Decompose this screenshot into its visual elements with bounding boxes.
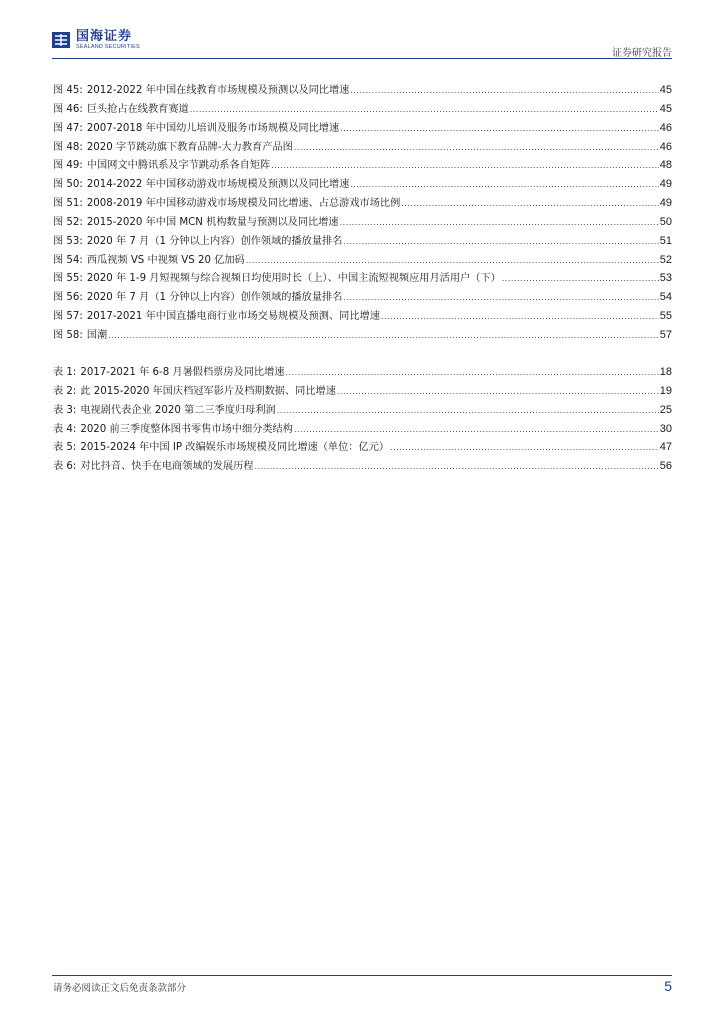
footer-divider	[52, 975, 672, 976]
dot-leader	[190, 101, 659, 120]
entry-label: 图 55:	[53, 273, 83, 285]
entry-page-number: 54	[659, 291, 672, 304]
entry-label: 表 4:	[53, 423, 77, 435]
entry-page-number: 55	[659, 310, 672, 323]
entry-page-number: 25	[659, 403, 672, 416]
entry-title: 2020 年 7 月（1 分钟以上内容）创作领域的播放量排名	[86, 292, 343, 304]
entry-page-number: 46	[659, 121, 672, 134]
figure-index-entry[interactable]	[53, 326, 672, 345]
entry-title: 中国网文中腾讯系及字节跳动系各自矩阵	[86, 160, 271, 172]
dot-leader	[343, 289, 658, 308]
report-type-label: 证券研究报告	[612, 48, 672, 59]
entry-page-number: 45	[659, 102, 672, 115]
figure-index-entry[interactable]	[53, 81, 672, 100]
entry-label: 图 57:	[53, 311, 83, 323]
figure-index-entry[interactable]	[53, 175, 672, 194]
entry-title: 2017-2021 年中国直播电商行业市场交易规模及预测、同比增速	[86, 311, 380, 323]
dot-leader	[108, 327, 659, 346]
figure-index-entry[interactable]	[53, 213, 672, 232]
dot-leader	[381, 308, 659, 327]
table-index-entry[interactable]	[53, 382, 672, 401]
entry-page-number: 47	[659, 441, 672, 454]
entry-label: 图 50:	[53, 179, 83, 191]
figure-index-entry[interactable]	[53, 251, 672, 270]
company-logo	[52, 30, 140, 51]
entry-title: 此 2015-2020 年国庆档冠军影片及档期数据、同比增速	[80, 385, 336, 397]
entry-title: 对比抖音、快手在电商领域的发展历程	[80, 461, 254, 473]
entry-title: 2008-2019 年中国移动游戏市场规模及同比增速、占总游戏市场比例	[86, 198, 401, 210]
table-index-entry[interactable]	[53, 438, 672, 457]
page-header	[52, 30, 672, 58]
dot-leader	[271, 157, 659, 176]
figure-index-list	[53, 81, 672, 345]
entry-label: 表 1:	[53, 367, 77, 378]
figure-index-entry[interactable]	[53, 288, 672, 307]
dot-leader	[246, 252, 659, 271]
figure-index-entry[interactable]	[53, 232, 672, 251]
entry-label: 表 5:	[53, 442, 77, 454]
entry-page-number: 53	[659, 272, 672, 285]
logo-chinese-name: 国海证券	[76, 29, 133, 44]
entry-title: 2020 前三季度整体图书零售市场中细分类结构	[80, 423, 293, 435]
entry-label: 图 56:	[53, 292, 83, 304]
figure-index-entry[interactable]	[53, 100, 672, 119]
header-divider	[52, 58, 672, 59]
dot-leader	[285, 364, 658, 383]
entry-label: 表 2:	[53, 385, 77, 397]
entry-label: 图 58:	[53, 329, 83, 341]
figure-index-entry[interactable]	[53, 307, 672, 326]
entry-title: 2015-2020 年中国 MCN 机构数量与预测以及同比增速	[86, 216, 339, 228]
figure-index-entry[interactable]	[53, 156, 672, 175]
entry-page-number: 45	[659, 84, 672, 96]
table-index-entry[interactable]	[53, 457, 672, 476]
table-index-entry[interactable]	[53, 401, 672, 420]
dot-leader	[350, 176, 658, 195]
entry-title: 2020 年 7 月（1 分钟以上内容）创作领域的播放量排名	[86, 235, 343, 247]
entry-label: 图 51:	[53, 198, 83, 210]
entry-label: 图 48:	[53, 141, 83, 153]
entry-title: 西瓜视频 VS 中视频 VS 20 亿加码	[86, 254, 245, 266]
dot-leader	[390, 439, 659, 458]
entry-page-number: 57	[659, 328, 672, 341]
table-index-list	[53, 363, 672, 476]
entry-page-number: 52	[659, 253, 672, 266]
entry-label: 图 52:	[53, 216, 83, 228]
logo-emblem-icon	[52, 30, 72, 50]
entry-label: 图 47:	[53, 122, 83, 134]
entry-page-number: 30	[659, 422, 672, 435]
dot-leader	[502, 270, 659, 289]
entry-page-number: 46	[659, 140, 672, 153]
figure-index-entry[interactable]	[53, 119, 672, 138]
dot-leader	[340, 214, 659, 233]
entry-title: 国潮	[86, 329, 108, 341]
entry-title: 2020 年 1-9 月短视频与综合视频日均使用时长（上）、中国主流短视频应用月活用户（下）	[86, 273, 501, 285]
entry-title: 巨头抢占在线教育赛道	[86, 103, 189, 115]
dot-leader	[337, 383, 659, 402]
entry-title: 2007-2018 年中国幼儿培训及服务市场规模及同比增速	[86, 122, 340, 134]
entry-page-number: 51	[659, 234, 672, 247]
table-index-entry[interactable]	[53, 363, 672, 382]
entry-label: 图 53:	[53, 235, 83, 247]
dot-leader	[294, 139, 659, 158]
entry-title: 2014-2022 年中国移动游戏市场规模及预测以及同比增速	[86, 179, 350, 191]
entry-title: 2020 字节跳动旗下教育品牌-大力教育产品图	[86, 141, 293, 153]
figure-index-entry[interactable]	[53, 138, 672, 157]
entry-page-number: 49	[659, 178, 672, 191]
entry-page-number: 18	[659, 366, 672, 378]
entry-title: 2012-2022 年中国在线教育市场规模及预测以及同比增速	[86, 85, 350, 96]
dot-leader	[343, 233, 658, 252]
figure-index-entry[interactable]	[53, 269, 672, 288]
entry-label: 图 54:	[53, 254, 83, 266]
dot-leader	[401, 195, 658, 214]
entry-page-number: 50	[659, 215, 672, 228]
footer-disclaimer: 请务必阅读正文后免责条款部分	[53, 983, 187, 994]
entry-title: 2015-2024 年中国 IP 改编娱乐市场规模及同比增速（单位：亿元）	[80, 442, 390, 454]
entry-label: 表 3:	[53, 404, 77, 416]
dot-leader	[277, 402, 659, 421]
entry-label: 图 46:	[53, 103, 83, 115]
entry-title: 电视剧代表企业 2020 第二三季度归母利润	[80, 404, 276, 416]
figure-index-entry[interactable]	[53, 194, 672, 213]
entry-page-number: 49	[659, 197, 672, 210]
dot-leader	[255, 458, 659, 477]
dot-leader	[350, 82, 658, 101]
entry-page-number: 48	[659, 159, 672, 172]
dot-leader	[294, 421, 659, 440]
entry-label: 表 6:	[53, 461, 77, 473]
entry-label: 图 49:	[53, 160, 83, 172]
logo-english-name: SEALAND SECURITIES	[76, 44, 140, 50]
entry-page-number: 19	[659, 384, 672, 397]
entry-title: 2017-2021 年 6-8 月暑假档票房及同比增速	[80, 367, 285, 378]
entry-page-number: 56	[659, 460, 672, 473]
table-index-entry[interactable]	[53, 420, 672, 439]
dot-leader	[340, 120, 659, 139]
entry-label: 图 45:	[53, 85, 83, 96]
page-number: 5	[664, 978, 672, 994]
